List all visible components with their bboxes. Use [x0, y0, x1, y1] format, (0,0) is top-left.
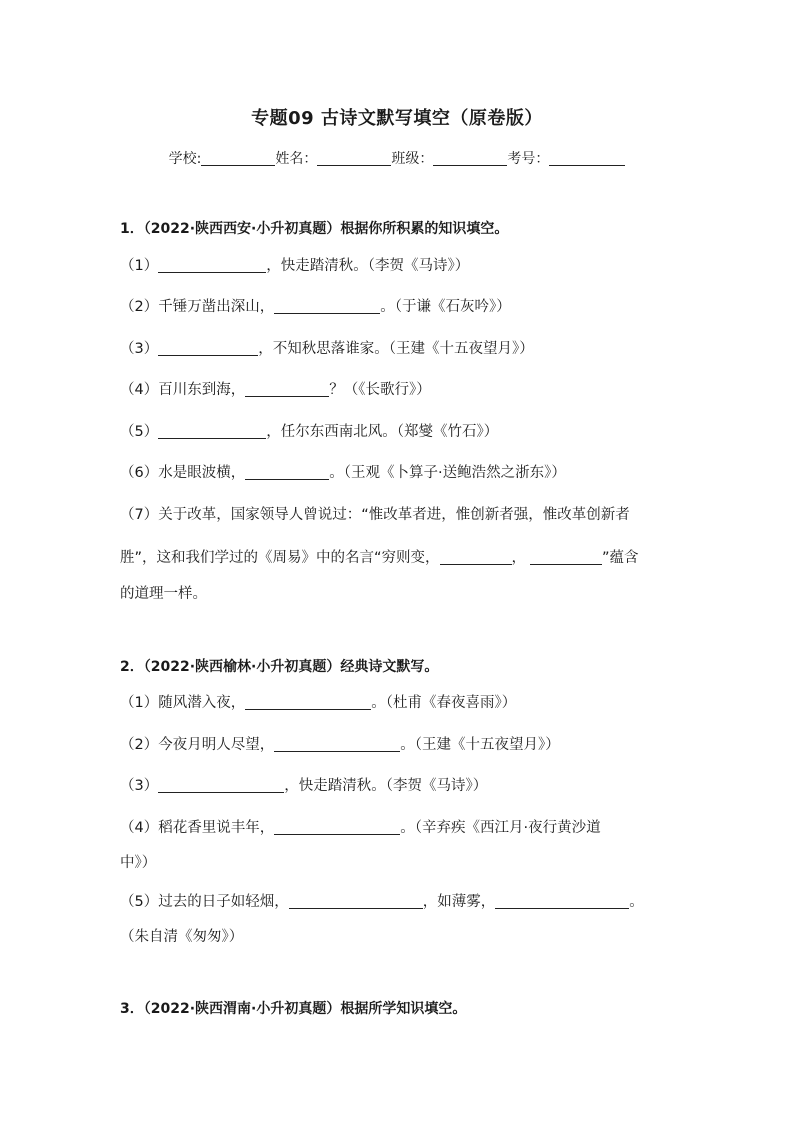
exam-no-blank[interactable]	[549, 151, 625, 166]
q2-item-5-line-2: （朱自清《匆匆》）	[120, 929, 244, 945]
q2-item-5-text-a: （5）过去的日子如轻烟，	[120, 894, 289, 910]
q2-item-2-text-b: 。（王建《十五夜望月》）	[400, 737, 560, 753]
q2-item-2-text-a: （2）今夜月明人尽望，	[120, 737, 275, 753]
page-title: 专题09 古诗文默写填空（原卷版）	[251, 108, 543, 129]
q1-item-3-number: （3）	[120, 341, 159, 357]
q1-item-2-text-b: 。（于谦《石灰吟》）	[380, 299, 511, 315]
q2-item-1-text-b: 。（杜甫《春夜喜雨》）	[371, 695, 517, 711]
q1-item-1-blank[interactable]	[158, 258, 266, 273]
name-label: 姓名：	[275, 151, 318, 167]
question-1-heading: 1．（2022·陕西西安·小升初真题）根据你所积累的知识填空。	[120, 221, 509, 237]
q1-item-7-blank-2[interactable]	[530, 550, 602, 565]
q2-item-3-blank[interactable]	[158, 778, 284, 793]
question-3-heading: 3．（2022·陕西渭南·小升初真题）根据所学知识填空。	[120, 1001, 467, 1017]
q2-item-4	[120, 816, 601, 837]
q1-item-7-line-1: （7）关于改革，国家领导人曾说过：“惟改革者进，惟创新者强，惟改革创新者	[120, 507, 630, 523]
q2-item-5-blank-2[interactable]	[495, 894, 629, 909]
exam-no-label: 考号：	[507, 151, 550, 167]
q2-item-1	[120, 691, 516, 712]
q2-item-4-text-b: 。（辛弃疾《西江月·夜行黄沙道	[400, 820, 601, 836]
q1-item-4-text-b: ？（《长歌行》）	[329, 382, 431, 398]
name-blank[interactable]	[317, 151, 391, 166]
q2-item-5-text-b: ，如薄雾，	[422, 894, 496, 910]
q1-item-6-text-b: 。（王观《卜算子·送鲍浩然之浙东》）	[329, 465, 566, 481]
q1-item-6-blank[interactable]	[245, 465, 329, 480]
q1-item-3	[120, 337, 534, 358]
q1-item-5-number: （5）	[120, 424, 159, 440]
q2-item-5	[120, 890, 644, 911]
q1-item-7-line-2	[120, 546, 639, 567]
student-info-line	[0, 148, 794, 168]
q1-item-1-text: ，快走踏清秋。（李贺《马诗》）	[266, 258, 470, 274]
school-blank[interactable]	[201, 151, 275, 166]
q1-item-6	[120, 461, 566, 482]
q1-item-5	[120, 420, 498, 441]
q1-item-1-number: （1）	[120, 258, 159, 274]
q1-item-2-text-a: （2）千锤万凿出深山，	[120, 299, 275, 315]
q2-item-5-text-c: 。	[629, 894, 644, 910]
q1-item-3-text: ，不知秋思落谁家。（王建《十五夜望月》）	[258, 341, 534, 357]
q1-item-5-text: ，任尔东西南北风。（郑燮《竹石》）	[266, 424, 499, 440]
q2-item-2	[120, 733, 560, 754]
q1-item-7-line-3: 的道理一样。	[120, 586, 207, 602]
q1-item-4-text-a: （4）百川东到海，	[120, 382, 246, 398]
q1-item-7-blank-1[interactable]	[440, 550, 512, 565]
q2-item-4-blank[interactable]	[274, 820, 400, 835]
q2-item-5-blank-1[interactable]	[289, 894, 423, 909]
q2-item-4-line-2: 中》）	[120, 855, 157, 871]
class-label: 班级：	[391, 151, 434, 167]
q1-item-4-blank[interactable]	[245, 382, 329, 397]
q2-item-3-number: （3）	[120, 778, 159, 794]
q2-item-1-text-a: （1）随风潜入夜，	[120, 695, 246, 711]
q2-item-1-blank[interactable]	[245, 695, 371, 710]
q1-item-7-text-c: ”蕴含	[602, 550, 639, 566]
q1-item-7-text-b: ，	[511, 550, 527, 566]
q1-item-7-text-a: 胜”，这和我们学过的《周易》中的名言“穷则变，	[120, 550, 440, 566]
class-blank[interactable]	[433, 151, 507, 166]
q1-item-3-blank[interactable]	[158, 341, 258, 356]
q1-item-1	[120, 254, 469, 275]
q1-item-2-blank[interactable]	[274, 299, 380, 314]
q2-item-2-blank[interactable]	[274, 737, 400, 752]
q1-item-4	[120, 378, 431, 399]
q1-item-6-text-a: （6）水是眼波横，	[120, 465, 246, 481]
question-2-heading: 2．（2022·陕西榆林·小升初真题）经典诗文默写。	[120, 659, 439, 675]
q2-item-4-text-a: （4）稻花香里说丰年，	[120, 820, 275, 836]
q1-item-5-blank[interactable]	[158, 424, 266, 439]
q2-item-3-text: ，快走踏清秋。（李贺《马诗》）	[284, 778, 488, 794]
q1-item-2	[120, 295, 511, 316]
school-label: 学校:	[168, 151, 202, 167]
q2-item-3	[120, 774, 487, 795]
